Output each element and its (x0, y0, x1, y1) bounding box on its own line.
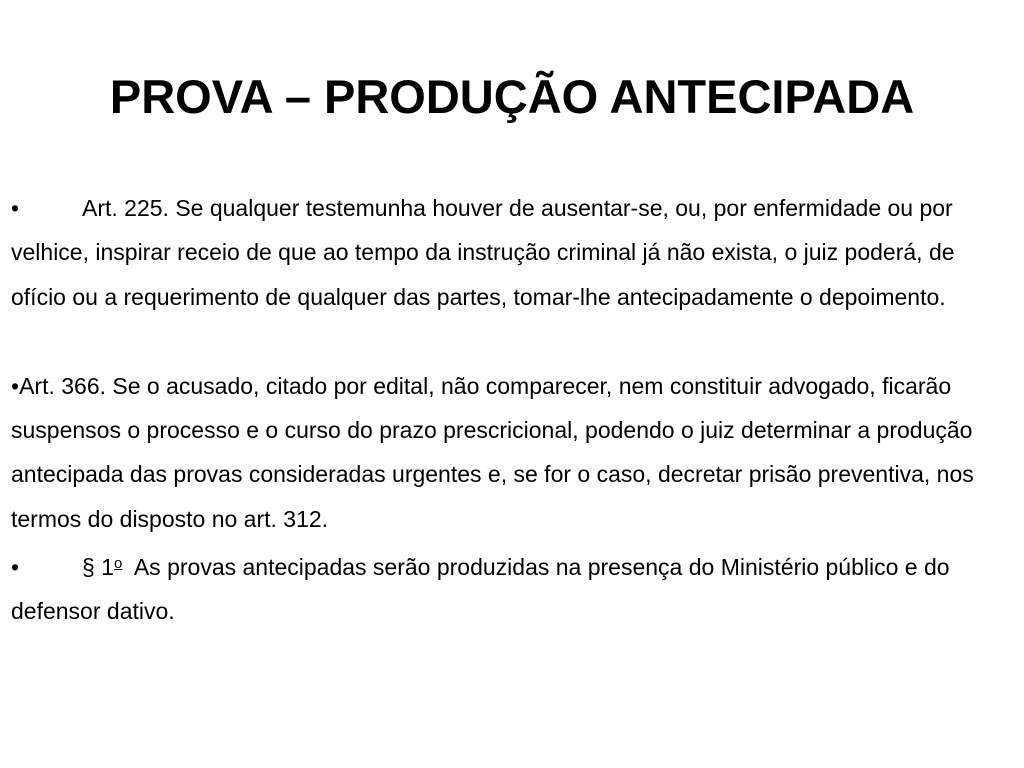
paragraph-par-1 (11, 545, 1006, 634)
paragraph-art-225 (11, 186, 1006, 319)
paragraph-text: Art. 225. Se qualquer testemunha houver de ausentar-se, ou, por enfermidade ou por velhice, inspirar receio de que ao tempo da instrução criminal já não exista, o juiz poderá, de ofício ou a requerimento de qualquer das partes, tomar-lhe antecipadamente o depoimento. (11, 195, 955, 310)
bullet: • (11, 195, 20, 221)
bullet: • (11, 372, 20, 399)
ordinal-indicator: o (113, 555, 123, 573)
paragraph-text: Art. 366. Se o acusado, citado por edital, não comparecer, nem constituir advogado, ficarão suspensos o processo e o curso do prazo prescricional, podendo o juiz determinar a produção antecipada das provas consideradas urgentes e, se for o caso, decretar prisão preventiva, nos termos do disposto no art. 312. (11, 372, 974, 532)
slide-body (11, 186, 1006, 634)
bullet: • (11, 554, 20, 581)
section-prefix: § 1 (82, 554, 114, 581)
slide-title: PROVA – PRODUÇÃO ANTECIPADA (109, 70, 915, 124)
paragraph-art-366 (11, 364, 1006, 541)
paragraph-text: As provas antecipadas serão produzidas na presença do Ministério público e do defensor dativo. (11, 554, 950, 625)
spacer (11, 319, 1006, 364)
